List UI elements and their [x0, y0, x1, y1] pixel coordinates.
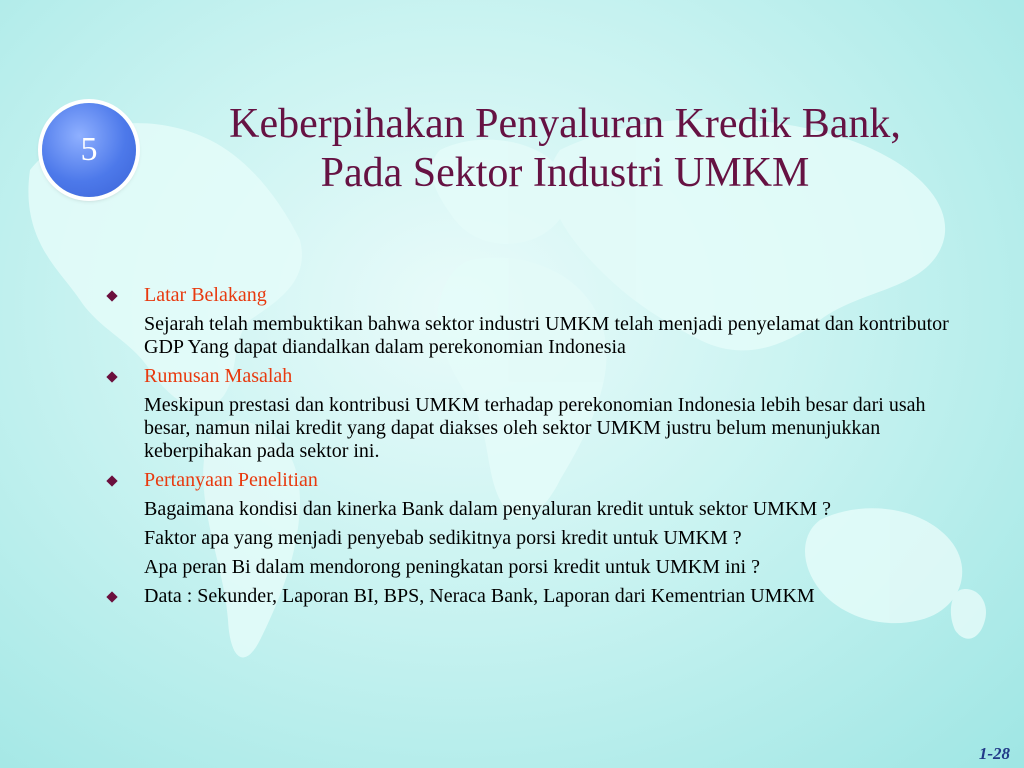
diamond-bullet-icon	[106, 290, 117, 301]
title-line-1: Keberpihakan Penyaluran Kredik Bank,	[229, 101, 901, 147]
section-paragraph: Meskipun prestasi dan kontribusi UMKM terhadap perekonomian Indonesia lebih besar dari usah besar, namun nilai kredit yang dapat diakses oleh sektor UMKM justru belum menunjukkan keberpihakan pada sektor ini.	[144, 394, 926, 462]
section-heading: Latar Belakang	[144, 284, 267, 306]
section-paragraph: Apa peran Bi dalam mendorong peningkatan porsi kredit untuk UMKM ini ?	[144, 556, 760, 578]
slide-title	[180, 100, 950, 198]
section-paragraph: Faktor apa yang menjadi penyebab sedikitnya porsi kredit untuk UMKM ?	[144, 527, 742, 549]
title-line-2: Pada Sektor Industri UMKM	[320, 150, 810, 196]
diamond-bullet-icon	[106, 371, 117, 382]
page-number: 1-28	[978, 744, 1010, 763]
section-paragraph: Sejarah telah membuktikan bahwa sektor industri UMKM telah menjadi penyelamat dan kontributor GDP Yang dapat diandalkan dalam perekonomian Indonesia	[144, 313, 949, 358]
bullet-rumusan-masalah	[104, 365, 954, 463]
diamond-bullet-icon	[106, 475, 117, 486]
slide-number-badge	[42, 103, 136, 197]
section-heading: Pertanyaan Penelitian	[144, 469, 318, 491]
bullet-latar-belakang	[104, 284, 954, 359]
slide-number: 5	[80, 131, 98, 168]
diamond-bullet-icon	[106, 591, 117, 602]
bullet-data	[104, 585, 954, 608]
slide-content	[104, 284, 954, 608]
section-paragraph: Bagaimana kondisi dan kinerka Bank dalam penyaluran kredit untuk sektor UMKM ?	[144, 498, 832, 520]
section-heading: Rumusan Masalah	[144, 365, 293, 387]
section-heading: Data : Sekunder, Laporan BI, BPS, Neraca Bank, Laporan dari Kementrian UMKM	[144, 585, 815, 607]
bullet-pertanyaan-penelitian	[104, 469, 954, 579]
